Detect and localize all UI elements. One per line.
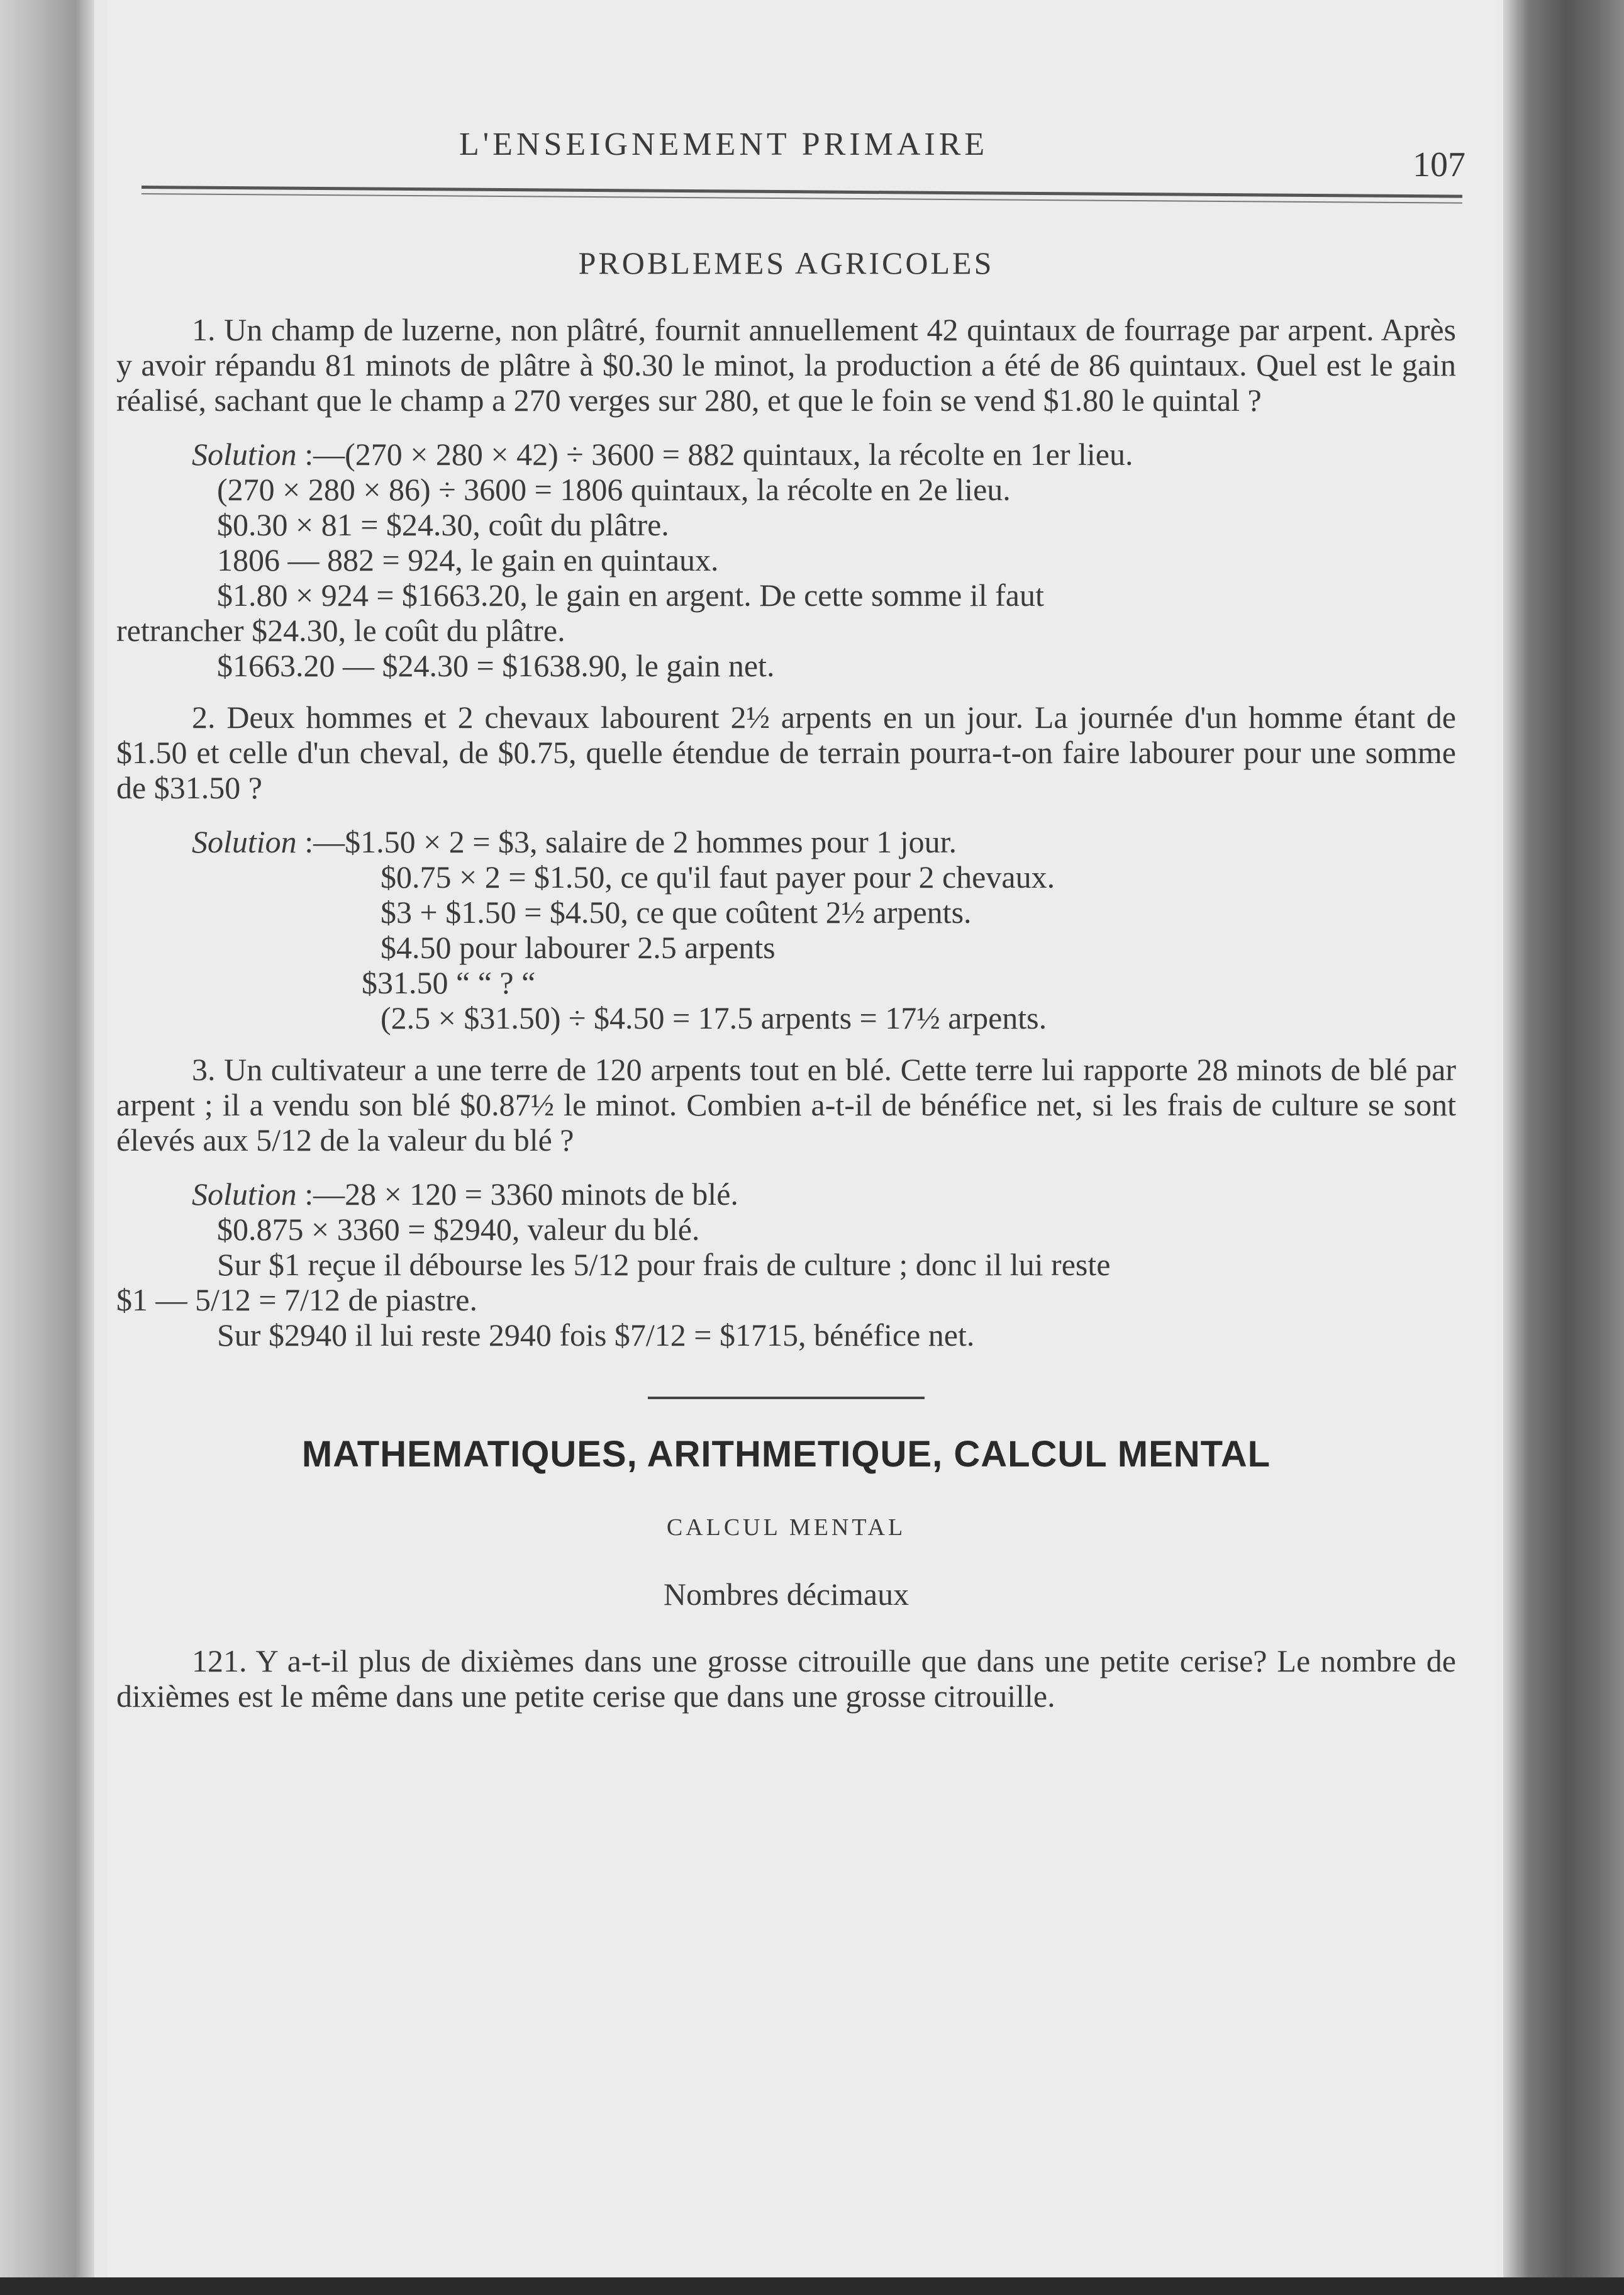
book-edge-right [1503,0,1624,2295]
book-gutter-left [0,0,94,2295]
solution-text: :—(270 × 280 × 42) ÷ 3600 = 882 quintaux, la récolte en 1er lieu. [304,437,1133,472]
solution-label: Solution [192,1176,297,1212]
page-number: 107 [1413,145,1465,184]
problem-1-line: 1806 — 882 = 924, le gain en quintaux. [217,542,719,578]
section-title-problemes-agricoles: PROBLEMES AGRICOLES [578,245,994,281]
page-body [116,245,1456,1733]
page-header [107,120,1497,184]
book-page [107,0,1497,2277]
problem-1-statement: 1. Un champ de luzerne, non plâtré, fournit annuellement 42 quintaux de fourrage par arpent. Après y avoir répandu 81 minots de plâtre à $0.30 le minot, la production a été de 86 quintaux. Quel est le gain réalisé, sachant que le champ a 270 verges sur 280, et que le foin se vend $1.80 le quintal ? [116,312,1456,418]
problem-121-statement: 121. Y a-t-il plus de dixièmes dans une grosse citrouille que dans une petite cerise? Le nombre de dixièmes est le même dans une petite cerise que dans une grosse citrouille. [116,1643,1456,1714]
scan-bottom-edge [0,2277,1624,2295]
problem-3-line: Sur $2940 il lui reste 2940 fois $7/12 = $1715, bénéfice net. [217,1317,975,1353]
problem-2-line: (2.5 × $31.50) ÷ $4.50 = 17.5 arpents = 17½ arpents. [381,1000,1047,1036]
problem-3-solution-line [116,1176,1456,1212]
solution-text: :—$1.50 × 2 = $3, salaire de 2 hommes pour 1 jour. [304,824,957,859]
problem-2-statement: 2. Deux hommes et 2 chevaux labourent 2½ arpents en un jour. La journée d'un homme étant de $1.50 et celle d'un cheval, de $0.75, quelle étendue de terrain pourra-t-on faire labourer pour une somme de $31.50 ? [116,700,1456,805]
problem-2-line: $31.50 “ “ ? “ [362,965,536,1000]
header-rule [142,186,1462,198]
problem-2-line: $0.75 × 2 = $1.50, ce qu'il faut payer pour 2 chevaux. [381,859,1055,895]
problem-1-solution-line [116,437,1456,472]
solution-label: Solution [192,437,297,472]
subsubsection-title-nombres-decimaux: Nombres décimaux [663,1577,909,1612]
problem-2-solution-line [116,824,1456,859]
problem-3-line: Sur $1 reçue il débourse les 5/12 pour frais de culture ; donc il lui reste [217,1247,1111,1282]
problem-3-line: $0.875 × 3360 = $2940, valeur du blé. [217,1212,700,1247]
solution-text: :—28 × 120 = 3360 minots de blé. [304,1176,738,1212]
problem-3-line-continued: $1 — 5/12 = 7/12 de piastre. [116,1282,477,1317]
problem-1-line: $1.80 × 924 = $1663.20, le gain en argent. De cette somme il faut [217,578,1044,613]
running-title: L'ENSEIGNEMENT PRIMAIRE [459,126,989,162]
spacer [116,683,1456,700]
solution-label: Solution [192,824,297,859]
section-title-mathematiques: MATHEMATIQUES, ARITHMETIQUE, CALCUL MENTAL [301,1434,1271,1475]
section-divider [648,1397,925,1399]
problem-1-line: $0.30 × 81 = $24.30, coût du plâtre. [217,507,669,542]
problem-1-line: (270 × 280 × 86) ÷ 3600 = 1806 quintaux, la récolte en 2e lieu. [217,472,1011,507]
problem-1-line-continued: retrancher $24.30, le coût du plâtre. [116,613,565,648]
problem-2-line: $3 + $1.50 = $4.50, ce que coûtent 2½ arpents. [381,895,972,930]
problem-2-line: $4.50 pour labourer 2.5 arpents [381,930,776,965]
problem-1-line: $1663.20 — $24.30 = $1638.90, le gain net. [217,648,775,683]
spacer [116,1036,1456,1052]
subsection-title-calcul-mental: CALCUL MENTAL [666,1514,906,1541]
problem-3-statement: 3. Un cultivateur a une terre de 120 arpents tout en blé. Cette terre lui rapporte 28 minots de blé par arpent ; il a vendu son blé $0.87½ le minot. Combien a-t-il de bénéfice net, si les frais de culture se sont élevés aux 5/12 de la valeur du blé ? [116,1052,1456,1158]
